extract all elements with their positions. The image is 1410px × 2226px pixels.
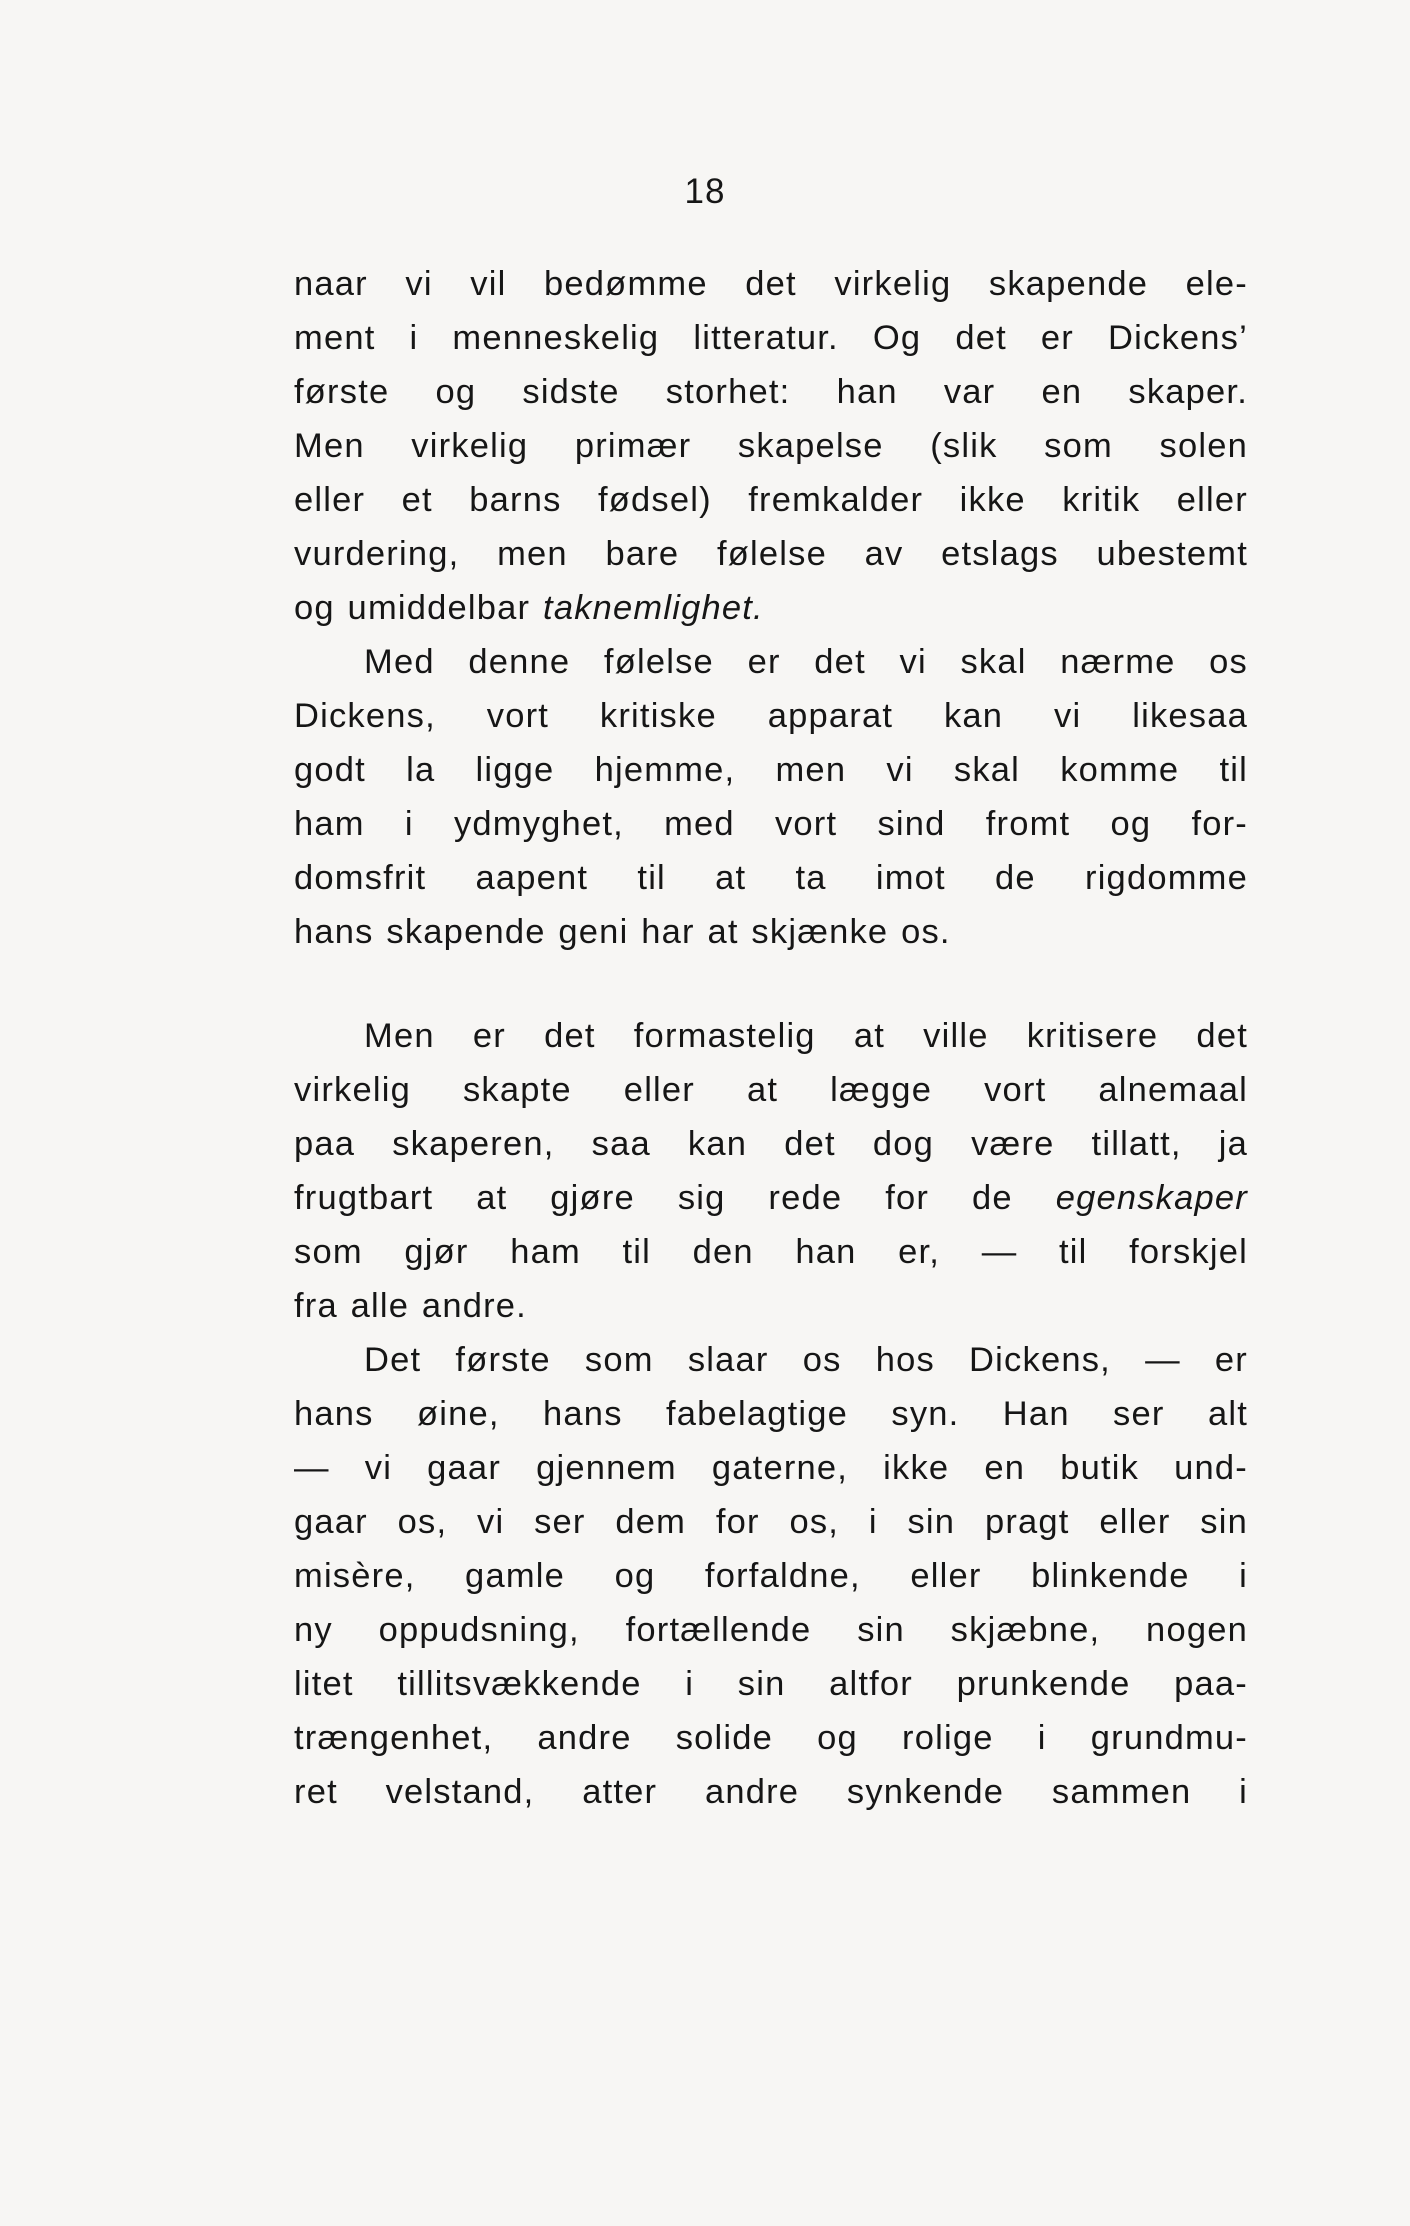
text-fragment: frugtbart at gjøre sig rede for de <box>294 1179 1056 1217</box>
text-fragment: og umiddelbar <box>294 589 544 627</box>
italic-word: taknemlighet. <box>543 589 764 627</box>
text-line: ret velstand, atter andre synkende sammen i <box>294 1773 1248 1811</box>
paragraph-start-line: Det første som slaar os hos Dickens, — er <box>364 1341 1248 1379</box>
text-line: gaar os, vi ser dem for os, i sin pragt eller sin <box>294 1503 1248 1541</box>
text-line <box>294 581 1248 635</box>
page-number: 18 <box>684 172 726 211</box>
text-line: ham i ydmyghet, med vort sind fromt og for- <box>294 805 1248 843</box>
text-line: vurdering, men bare følelse av etslags ubestemt <box>294 535 1248 573</box>
text-line: ment i menneskelig litteratur. Og det er Dickens’ <box>294 319 1248 357</box>
text-line: som gjør ham til den han er, — til forskjel <box>294 1233 1248 1271</box>
text-line: første og sidste storhet: han var en skaper. <box>294 373 1248 411</box>
paragraph-start-line: Med denne følelse er det vi skal nærme os <box>364 643 1248 681</box>
text-line: Dickens, vort kritiske apparat kan vi likesaa <box>294 697 1248 735</box>
text-line: hans skapende geni har at skjænke os. <box>294 913 951 951</box>
text-line: virkelig skapte eller at lægge vort alnemaal <box>294 1071 1248 1109</box>
text-line: eller et barns fødsel) fremkalder ikke kritik eller <box>294 481 1248 519</box>
text-line: — vi gaar gjennem gaterne, ikke en butik und- <box>294 1449 1248 1487</box>
text-block-first <box>294 257 1248 959</box>
text-line: hans øine, hans fabelagtige syn. Han ser alt <box>294 1395 1248 1433</box>
text-block-second <box>294 1009 1248 1819</box>
text-line: litet tillitsvækkende i sin altfor prunkende paa- <box>294 1665 1248 1703</box>
text-line <box>294 1171 1248 1225</box>
text-line: ny oppudsning, fortællende sin skjæbne, nogen <box>294 1611 1248 1649</box>
paragraph-start-line: Men er det formastelig at ville kritisere det <box>364 1017 1248 1055</box>
text-line: fra alle andre. <box>294 1287 527 1325</box>
italic-word: egenskaper <box>1055 1179 1248 1217</box>
text-line: godt la ligge hjemme, men vi skal komme til <box>294 751 1248 789</box>
text-line: naar vi vil bedømme det virkelig skapende ele- <box>294 265 1248 303</box>
text-line: trængenhet, andre solide og rolige i grundmu- <box>294 1719 1248 1757</box>
text-line: misère, gamle og forfaldne, eller blinkende i <box>294 1557 1248 1595</box>
text-line: paa skaperen, saa kan det dog være tillatt, ja <box>294 1125 1248 1163</box>
text-line: Men virkelig primær skapelse (slik som solen <box>294 427 1248 465</box>
text-line: domsfrit aapent til at ta imot de rigdomme <box>294 859 1248 897</box>
